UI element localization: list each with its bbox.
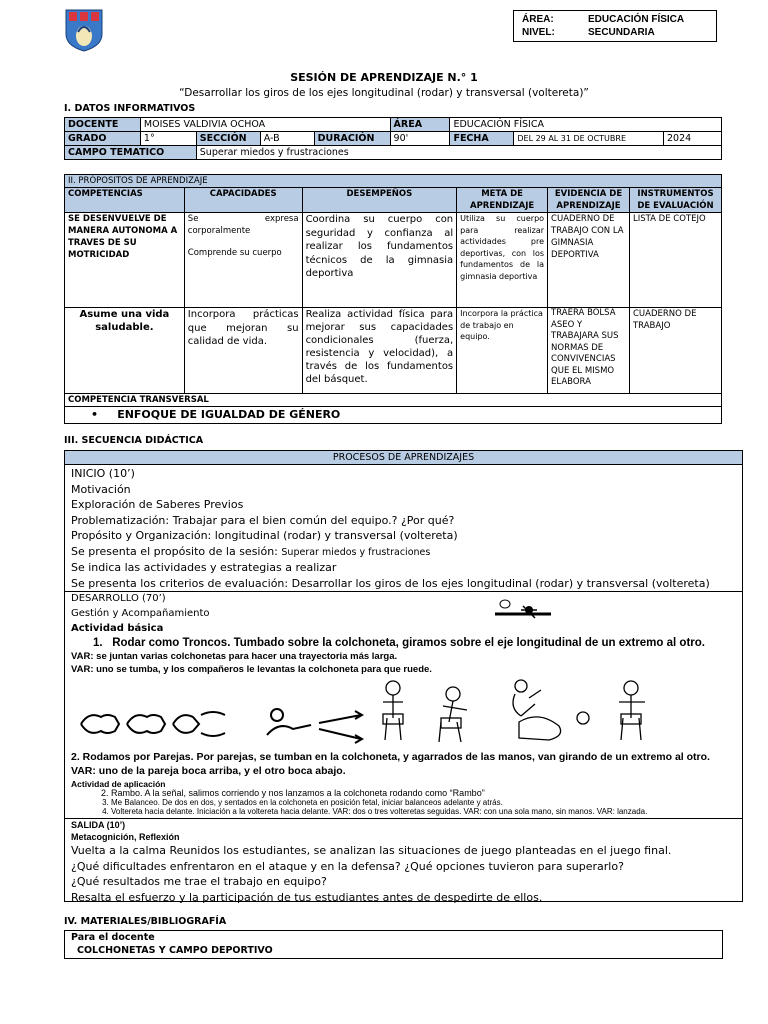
gestion: Gestión y Acompañamiento	[71, 608, 210, 619]
rolling-sequence-icon	[79, 701, 364, 747]
presenta-proposito-value: Superar miedos y frustraciones	[281, 546, 431, 558]
salida-line4: Resalta el esfuerzo y la participación de tus estudiantes antes de despedirte de ellos.	[71, 890, 543, 904]
salida-line3: ¿Qué resultados me trae el trabajo en equipo?	[71, 875, 327, 888]
nivel-value: SECUNDARIA	[588, 27, 655, 38]
col-capacidades: CAPACIDADES	[184, 188, 302, 213]
school-crest-icon	[64, 8, 104, 52]
criterios: Se presenta los criterios de evaluación: Desarrollar los giros de los ejes longitudinal (rodar) y transversal (voltereta)	[71, 576, 710, 590]
row2-instrumento: CUADERNO DE TRABAJO	[629, 308, 721, 394]
seccion-value: A-B	[260, 132, 314, 146]
datos-heading: I. DATOS INFORMATIVOS	[64, 103, 196, 114]
indica-actividades: Se indica las actividades y estrategias a realizar	[71, 561, 337, 574]
row2-desempeno: Realiza actividad física para mejorar sus capacidades condicionales (fuerza, resistencia y velocidad), a través de los fundamentos del básquet.	[302, 308, 457, 394]
row1-meta: Utiliza su cuerpo para realizar actividades pre deportivas, con los fundamentos de la gimnasia deportiva	[457, 213, 548, 308]
row2-evidencia: TRAERA BOLSA ASEO Y TRABAJARA SUS NORMAS DE CONVIVENCIAS QUE EL MISMO ELABORA	[548, 308, 630, 394]
seccion-label: SECCIÓN	[196, 132, 260, 146]
aplicacion-title: Actividad de aplicación	[71, 779, 166, 789]
inicio-section	[65, 465, 742, 591]
var2: VAR: uno se tumba, y los compañeros le levantas la colchoneta para que ruede.	[71, 664, 432, 675]
aplicacion-item: 2. Rambo. A la señal, salimos corriendo y nos lanzamos a la colchoneta rodando como “Rambo”	[111, 789, 761, 798]
col-desempenos: DESEMPEÑOS	[302, 188, 457, 213]
transversal-label: COMPETENCIA TRANSVERSAL	[65, 394, 722, 407]
nivel-label: NIVEL:	[522, 27, 555, 38]
duracion-label: DURACIÓN	[314, 132, 390, 146]
grado-label: GRADO	[65, 132, 141, 146]
row1-capacidad-1: Se expresa corporalmente	[187, 214, 299, 236]
propositos-table	[64, 174, 722, 424]
desarrollo-title: DESARROLLO (70’)	[71, 593, 166, 604]
grado-value: 1°	[140, 132, 196, 146]
page-title: SESIÓN DE APRENDIZAJE N.° 1	[290, 71, 478, 84]
enfoque-text: ENFOQUE DE IGUALDAD DE GÉNERO	[117, 408, 341, 421]
docente-value: MOISES VALDIVIA OCHOA	[140, 118, 390, 132]
area-cell-value: EDUCACIÓN FÍSICA	[450, 118, 722, 132]
area-cell-label: ÁREA	[390, 118, 450, 132]
datos-table	[64, 117, 722, 160]
item1-text: Rodar como Troncos. Tumbado sobre la colchoneta, giramos sobre el eje longitudinal de un extremo al otro.	[112, 637, 705, 649]
para-docente: Para el docente	[71, 932, 155, 943]
aplicacion-item: 3. Me Balanceo. De dos en dos, y sentados en la colchoneta en posición fetal, iniciar balanceos adelante y atrás.	[111, 798, 761, 807]
aplicacion-item: 4. Voltereta hacia delante. Iniciación a la voltereta hacia delante. VAR: dos o tres volteretas seguidas. VAR: con una sola mano, sin manos. VAR: lanzada.	[111, 807, 761, 816]
campo-value: Superar miedos y frustraciones	[196, 146, 721, 160]
propositos-heading: II. PRÓPOSITOS DE APRENDIZAJE	[65, 175, 722, 188]
exploracion: Exploración de Saberes Previos	[71, 498, 244, 511]
actividad-basica: Actividad básica	[71, 623, 164, 634]
row1-competencia: SE DESENVUELVE DE MANERA AUTONOMA A TRAVES DE SU MOTRICIDAD	[65, 213, 185, 308]
row1-capacidad-2: Comprende su cuerpo	[187, 248, 282, 258]
var1: VAR: se juntan varias colchonetas para hacer una trayectoria más larga.	[71, 651, 398, 662]
row1-instrumento: LISTA DE COTEJO	[629, 213, 721, 308]
item2: 2. Rodamos por Parejas. Por parejas, se tumban en la colchoneta, y agarrados de las manos, van girando de un extremo al otro. VAR: uno de la pareja boca arriba, y el otro boca abajo.	[71, 751, 710, 777]
enfoque-row	[65, 407, 722, 424]
salida-line2: ¿Qué dificultades enfrentaron en el ataque y en la defensa? ¿Qué opciones tuvieron para superarlo?	[71, 859, 624, 873]
salida-line1: Vuelta a la calma Reunidos los estudiantes, se analizan las situaciones de juego planteadas en el juego final.	[71, 844, 672, 857]
salida-title: SALIDA (10’)	[71, 820, 126, 830]
secuencia-heading: III. SECUENCIA DIDÁCTICA	[64, 435, 204, 446]
row2-meta: Incorpora la práctica de trabajo en equipo.	[457, 308, 548, 394]
item1	[71, 636, 742, 650]
area-level-box	[513, 10, 717, 42]
row2-capacidad: Incorpora prácticas que mejoran su calidad de vida.	[184, 308, 302, 394]
row2-competencia: Asume una vida saludable.	[65, 308, 185, 394]
bullet-icon: •	[91, 408, 118, 421]
campo-label: CAMPO TEMATICO	[65, 146, 197, 160]
rolling-figure-icon	[493, 598, 553, 624]
col-competencias: COMPETENCIAS	[65, 188, 185, 213]
duracion-value: 90'	[390, 132, 450, 146]
aplicacion-list	[71, 789, 761, 816]
motivacion: Motivación	[71, 482, 131, 496]
page-subtitle: “Desarrollar los giros de los ejes longitudinal (rodar) y transversal (voltereta)”	[179, 87, 589, 99]
inicio-title: INICIO (10’)	[71, 467, 135, 480]
children-gymnastics-icon	[369, 678, 659, 744]
item1-number: 1.	[93, 637, 103, 649]
problematizacion: Problematización: Trabajar para el bien común del equipo.? ¿Por qué?	[71, 513, 455, 527]
col-evidencia: EVIDENCIA DE APRENDIZAJE	[548, 188, 630, 213]
row1-evidencia: CUADERNO DE TRABAJO CON LA GIMNASIA DEPORTIVA	[548, 213, 630, 308]
col-instrumentos: INSTRUMENTOS DE EVALUACIÓN	[629, 188, 721, 213]
procesos-header: PROCESOS DE APRENDIZAJES	[65, 451, 742, 465]
fecha-value: DEL 29 AL 31 DE OCTUBRE	[514, 132, 664, 146]
area-label: ÁREA:	[522, 14, 554, 25]
procesos-box	[64, 450, 743, 902]
salida-section	[65, 819, 742, 905]
year-value: 2024	[664, 132, 722, 146]
row1-desempeno: Coordina su cuerpo con seguridad y confianza al realizar los fundamentos técnicos de la gimnasia deportiva	[302, 213, 457, 308]
col-meta: META DE APRENDIZAJE	[457, 188, 548, 213]
materiales-heading: IV. MATERIALES/BIBLIOGRAFÍA	[64, 916, 227, 927]
metacognicion: Metacognición, Reflexión	[71, 832, 180, 842]
row1-capacidades	[184, 213, 302, 308]
materiales-items: COLCHONETAS Y CAMPO DEPORTIVO	[77, 945, 273, 956]
presenta-proposito-label: Se presenta el propósito de la sesión:	[71, 544, 282, 558]
presenta-proposito	[71, 544, 742, 561]
materiales-box	[64, 930, 723, 959]
desarrollo-section	[65, 592, 742, 818]
area-value: EDUCACIÓN FÍSICA	[588, 14, 685, 25]
docente-label: DOCENTE	[65, 118, 141, 132]
proposito: Propósito y Organización: longitudinal (rodar) y transversal (voltereta)	[71, 529, 458, 542]
fecha-label: FECHA	[450, 132, 514, 146]
